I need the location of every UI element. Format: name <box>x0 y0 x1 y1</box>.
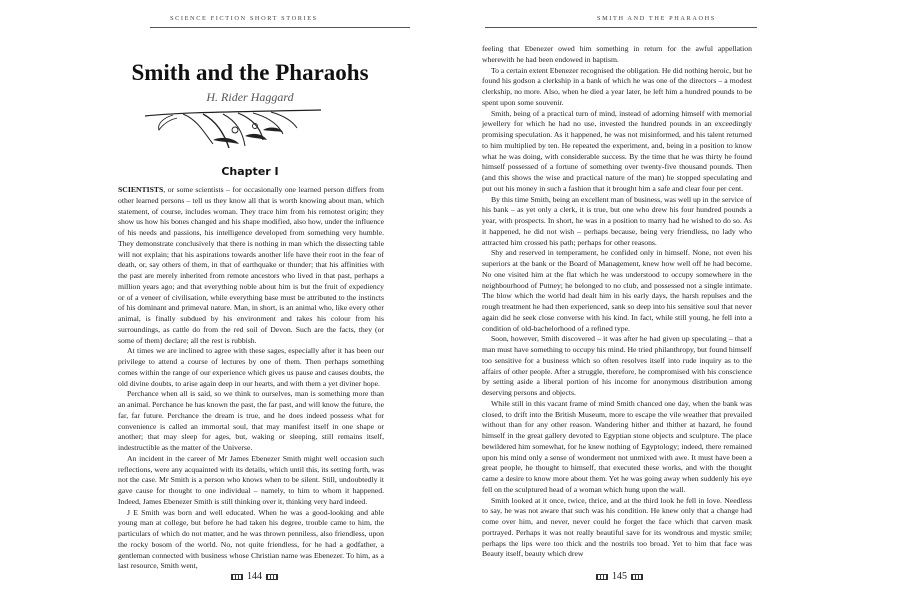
paragraph: By this time Smith, being an excellent man of business, was well up in the service of his bank – as yet only a clerk, it is true, but one who drew his four hundred pounds a year, with prospects. In short, he was in a position to marry had he wished to do so. As it happened, he did not wish – perhaps because, being very friendless, no lady who attracted him crossed his path; perhaps for other reasons. <box>482 194 752 247</box>
paragraph: Smith looked at it once, twice, thrice, and at the third look he fell in love. Needless to say, he was not aware that such was his condition. He knew only that a change had come over him, and never, never could he forget the face which that carven mask portrayed. Perhaps it was not really beautiful save for its wondrous and mystic smile; perhaps the lips were too thick and the nostrils too broad. Yet to him that face was Beauty itself, beauty which drew <box>482 495 752 559</box>
folio-ornament-icon <box>631 574 643 580</box>
paragraph: To a certain extent Ebenezer recognised the obligation. He did nothing heroic, but he found his godson a clerkship in a bank of which he was one of the directors – a modest clerkship, no more. Also, when he died a year later, he left him a hundred pounds to be spent upon some souvenir. <box>482 65 752 107</box>
story-author: H. Rider Haggard <box>206 90 294 104</box>
paragraph: Perchance when all is said, so we think to ourselves, man is something more than an animal. Perchance he has known the past, the far past, and will know the future, the far, far future. Perchance the dream is true, and he does indeed possess what for convenience is called an immortal soul, that may manifest itself in one shape or another; that may sleep for ages, but, waking or sleeping, still remains itself, indestructible as the matter of the Universe. <box>118 389 384 452</box>
paragraph: Soon, however, Smith discovered – it was after he had given up speculating – that a man must have something to occupy his mind. He tried philanthropy, but found himself too sensitive for a business which so often resolves itself into rude inquiry as to the affairs of other people. After a struggle, therefore, he compromised with his conscience by setting aside a liberal portion of his income for anonymous distribution among deserving persons and objects. <box>482 334 752 397</box>
running-head-right: SMITH AND THE PHARAOHS <box>597 15 716 22</box>
folio-ornament-icon <box>266 574 278 580</box>
paragraph: An incident in the career of Mr James Ebenezer Smith might well occasion such reflections, were any acquainted with its details, which until this, its setting forth, was not the case. Mr Smith is a person who knows when to be silent. Still, undoubtedly it gave cause for thought to one individual – namely, to him to whom it happened. Indeed, James Ebenezer Smith is still thinking over it, thinking very hard indeed. <box>118 453 384 506</box>
flourish-ornament-icon <box>143 100 323 150</box>
story-title: Smith and the Pharaohs <box>131 60 369 85</box>
paragraph: Shy and reserved in temperament, he confided only in himself. None, not even his superiors at the bank or the Board of Management, knew how well off he had become. No one visited him at the flat which he was understood to occupy somewhere in the neighbourhood of Putney; he belonged to no club, and possessed not a single intimate. The blow which the world had dealt him in his early days, the harsh repulses and the rough treatment he had then experienced, sank so deep into his sensitive soul that never again did he seek close converse with his kind. In fact, while still young, he fell into a condition of old-bachelorhood of a refined type. <box>482 248 752 333</box>
header-rule-right <box>485 27 757 28</box>
page-number-right <box>596 571 643 582</box>
folio-ornament-icon <box>231 574 243 580</box>
paragraph <box>118 185 384 346</box>
paragraph-text: , or some scientists – for occasionally one learned person differs from other learned persons – tell us they know all that is worth knowing about man, which statement, of course, includes woman. They trace him from his remotest origin; they show us how his bones changed and his shape modified, also how, under the influence of his needs and passions, his intelligence developed from something very humble. They demonstrate conclusively that there is nothing in man which the dissecting table will not explain; that his aspirations towards another life have their root in the fear of death, or, say others of them, in that of earthquake or thunder; that his affinities with the past are merely inherited from remote ancestors who lived in that past, perhaps a million years ago; and that everything noble about him is but the fruit of expediency or of a veneer of civilisation, while everything base must be attributed to the instincts of his dominant and primeval nature. Man, in short, is an animal who, like every other animal, is finally subdued by his environment and takes his colour from his surroundings, as cattle do from the red soil of Devon. Such are the facts, they (or some of them) declare; all the rest is rubbish. <box>118 185 384 345</box>
page-number: 145 <box>612 571 627 582</box>
header-rule-left <box>150 27 410 28</box>
paragraph: Smith, being of a practical turn of mind, instead of adorning himself with memorial jewellery for which he had no use, invested the hundred pounds in an exceedingly promising speculation. As it happened, he was not misinformed, and his talent returned to him multiplied by ten. He repeated the experiment, and, being in a position to know what he was doing, with considerable success. By the time that he was thirty he found himself possessed of a fortune of something over twenty-five thousand pounds. Then (and this shows the wise and practical nature of the man) he stopped speculating and put out his money in such a fashion that it brought him a safe and clear four per cent. <box>482 108 752 193</box>
right-page <box>450 0 900 600</box>
right-body-text <box>482 44 752 560</box>
page-number-left <box>231 571 278 582</box>
paragraph: feeling that Ebenezer owed him something in return for the awful appellation wherewith he had been endowed in baptism. <box>482 44 752 64</box>
paragraph: At times we are inclined to agree with these sages, especially after it has been our privilege to attend a course of lectures by one of them. Then perhaps something comes within the range of our experience which gives us pause and causes doubts, the old divine doubts, to arise again deep in our hearts, and with them a yet diviner hope. <box>118 346 384 388</box>
lead-word: SCIENTISTS <box>118 185 164 194</box>
left-body-text <box>118 185 384 572</box>
folio-ornament-icon <box>596 574 608 580</box>
page-number: 144 <box>247 571 262 582</box>
chapter-heading: Chapter I <box>221 165 279 178</box>
running-head-left: SCIENCE FICTION SHORT STORIES <box>170 15 318 22</box>
paragraph: J E Smith was born and well educated. When he was a good-looking and able young man at college, but before he had taken his degree, trouble came to him, the particulars of which do not matter, and he was thrown penniless, also friendless, upon the rocky bosom of the world. No, not quite friendless, for he had a godfather, a gentleman connected with business whose Christian name was Ebenezer. To him, as a last resource, Smith went, <box>118 507 384 571</box>
paragraph: While still in this vacant frame of mind Smith chanced one day, when the bank was closed, to drift into the British Museum, more to escape the vile weather that prevailed without than for any other reason. Wandering hither and thither at hazard, he found himself in the great gallery devoted to Egyptian stone objects and sculpture. The place bewildered him somewhat, for he knew nothing of Egyptology; indeed, there remained upon his mind only a sense of wonderment not unmixed with awe. It must have been a great people, he thought to himself, that executed these works, and with the thought came a desire to know more about them. Yet he was going away when suddenly his eye fell on the sculptured head of a woman which hung upon the wall. <box>482 398 752 494</box>
